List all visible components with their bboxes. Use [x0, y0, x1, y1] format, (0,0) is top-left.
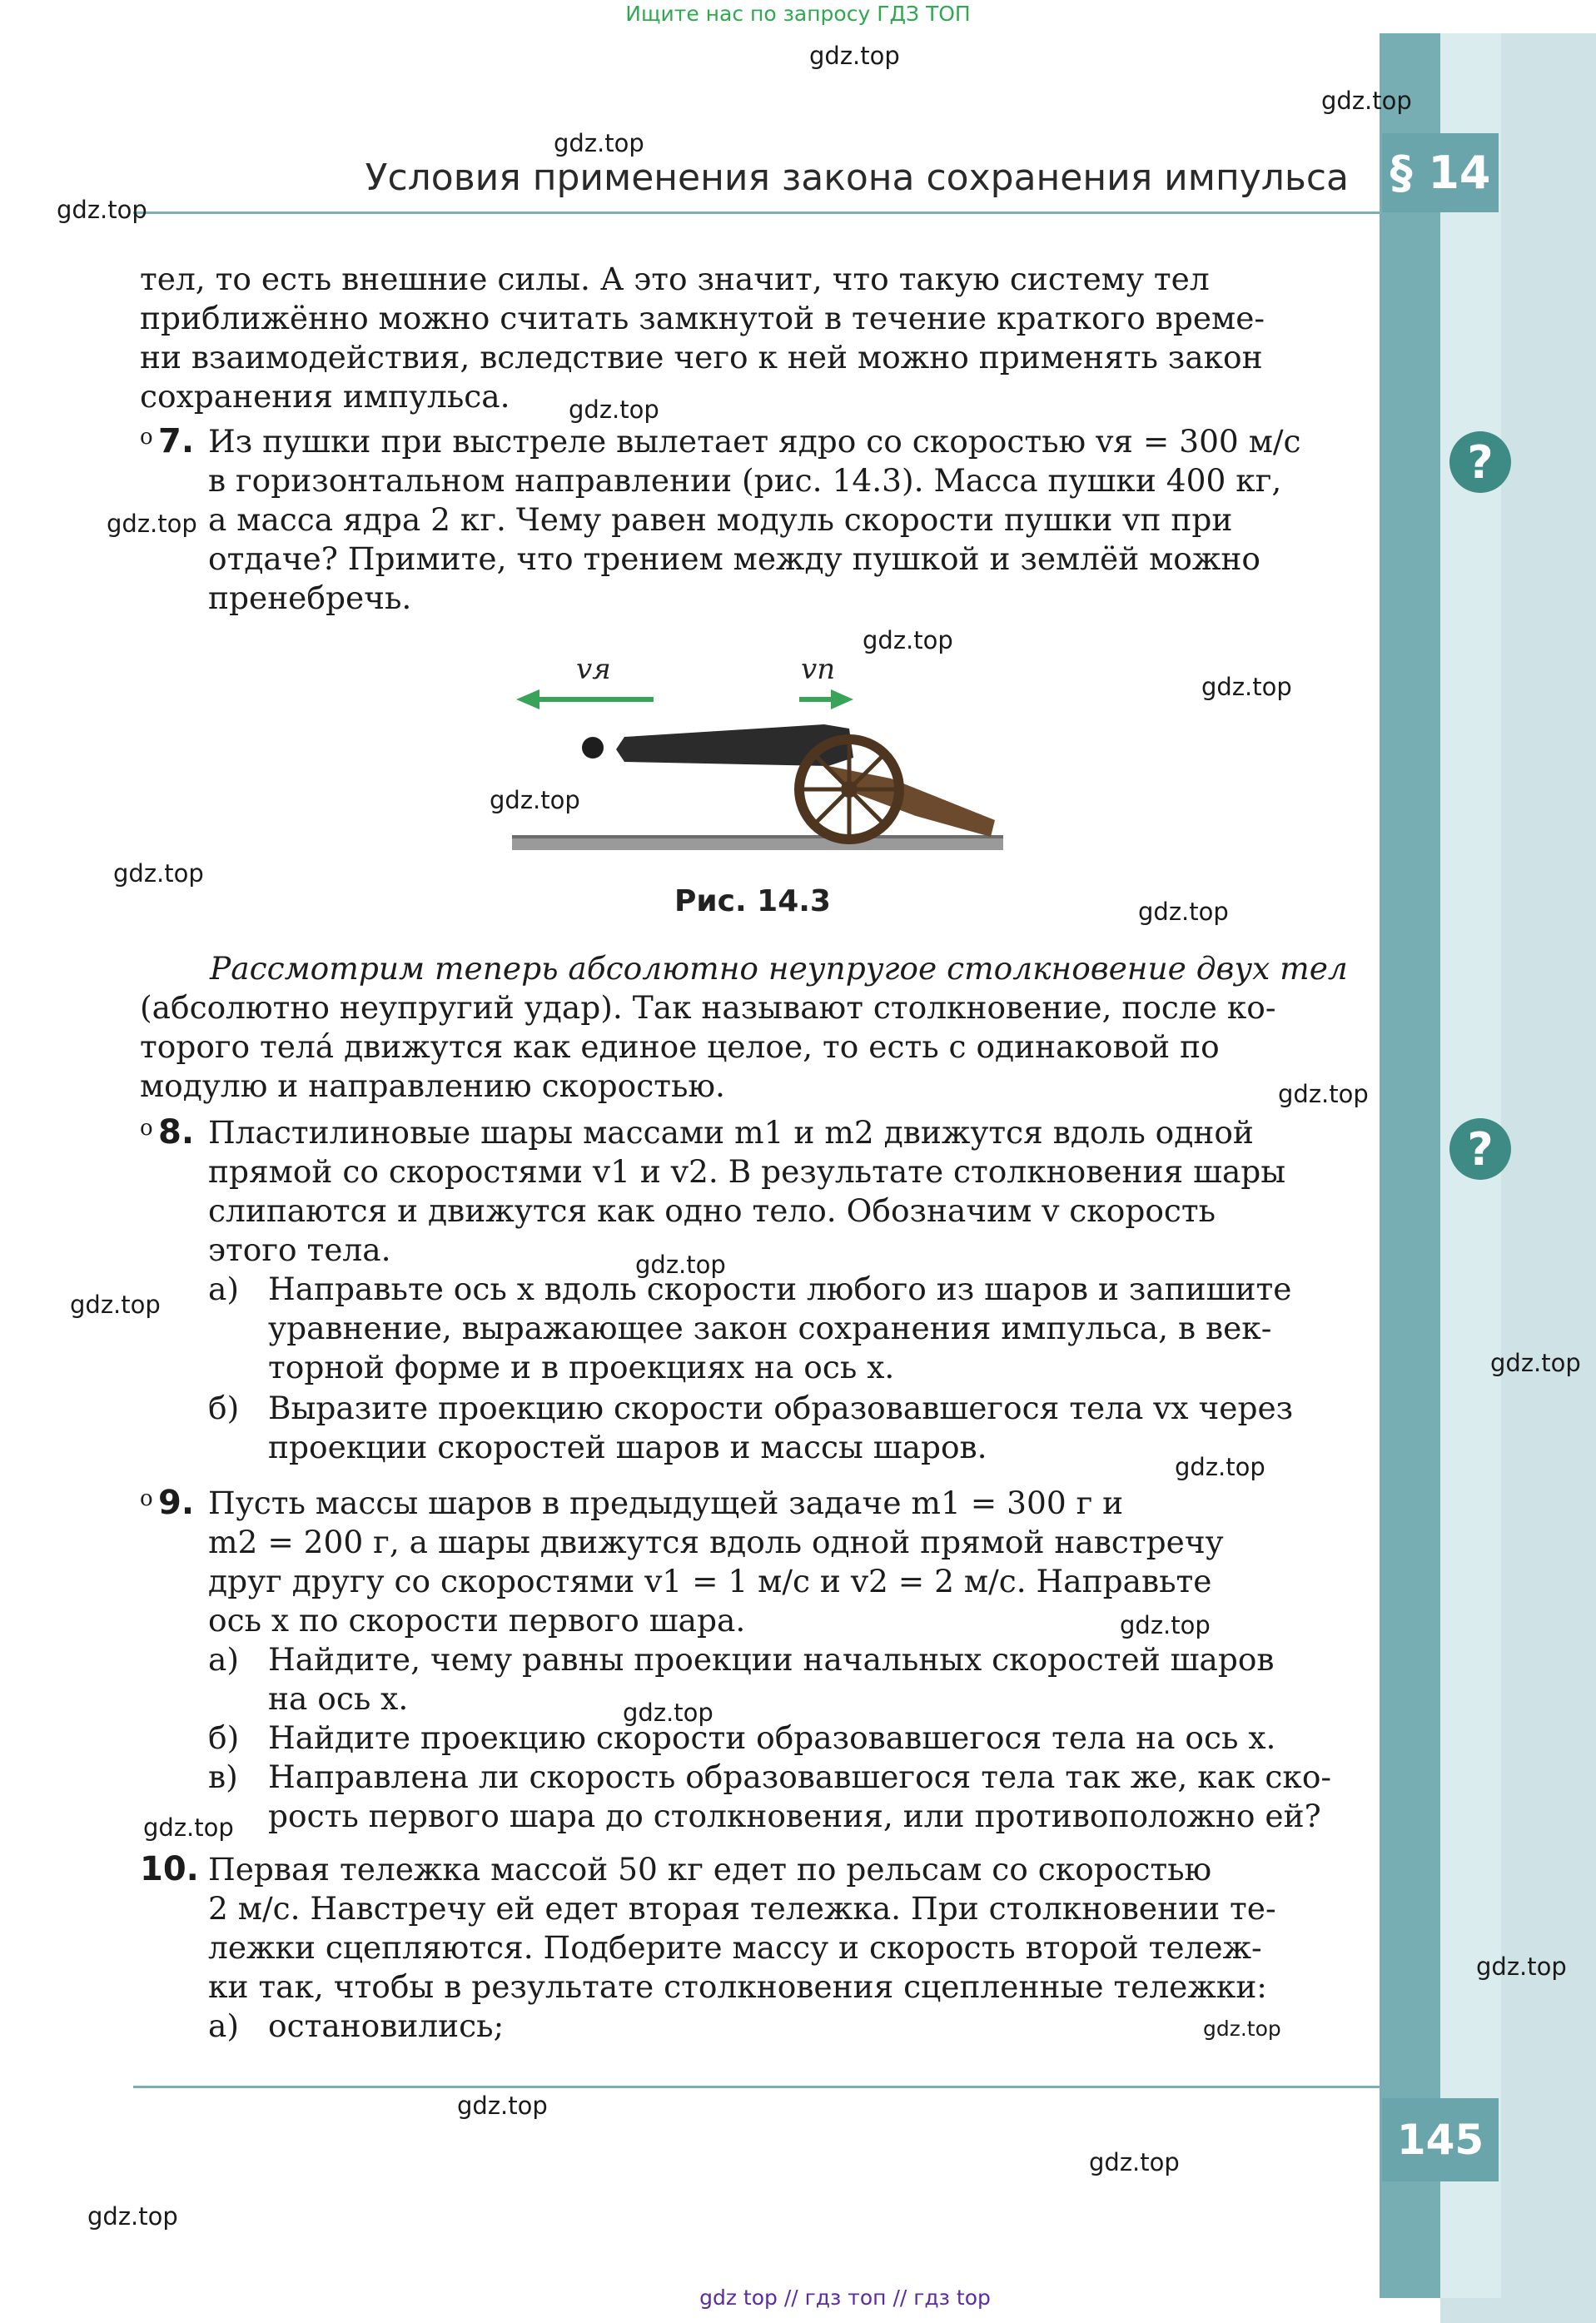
text-line: а масса ядра 2 кг. Чему равен модуль скорости пушки vп при	[208, 501, 1233, 538]
text-line: m2 = 200 г, а шары движутся вдоль одной прямой навстречу	[208, 1524, 1224, 1560]
item-letter: а)	[208, 2007, 239, 2044]
text-line: пренебречь.	[208, 580, 412, 616]
text-line: друг другу со скоростями v1 = 1 м/с и v2 = 2 м/с. Направьте	[208, 1563, 1212, 1599]
arrow-head	[516, 689, 539, 709]
arrow-head	[831, 689, 853, 709]
question-icon: ?	[1449, 1118, 1511, 1180]
watermark: gdz.top	[1120, 1611, 1211, 1639]
footer-divider	[133, 2086, 1382, 2088]
watermark: gdz.top	[1476, 1952, 1567, 1981]
label-cannon-velocity: vп	[801, 653, 836, 686]
watermark: gdz.top	[1138, 898, 1229, 926]
text-line: прямой со скоростями v1 и v2. В результате столкновения шары	[208, 1153, 1286, 1190]
watermark: gdz.top	[57, 196, 147, 224]
intro-paragraph	[140, 260, 1380, 416]
text-line: в горизонтальном направлении (рис. 14.3). Масса пушки 400 кг,	[208, 462, 1282, 499]
question-9a-text	[268, 1640, 1380, 1719]
watermark: gdz.top	[143, 1813, 234, 1842]
text-line: Пусть массы шаров в предыдущей задаче m1 = 300 г и	[208, 1485, 1124, 1521]
text-line: Направьте ось x вдоль скорости любого из шаров и запишите	[268, 1271, 1292, 1307]
watermark: gdz.top	[635, 1251, 726, 1279]
question-number: 7.	[158, 422, 195, 460]
watermark: gdz.top	[107, 510, 197, 538]
watermark: gdz.top	[554, 129, 644, 157]
watermark: gdz.top	[809, 42, 900, 70]
text-line: 2 м/с. Навстречу ей едет вторая тележка. При столкновении те-	[208, 1890, 1276, 1927]
question-marker: о	[140, 1116, 153, 1141]
text-line: этого тела.	[208, 1231, 391, 1268]
text-line: Выразите проекцию скорости образовавшегося тела vx через	[268, 1390, 1294, 1426]
item-letter: в)	[208, 1758, 238, 1795]
text-line: модулю и направлению скоростью.	[140, 1067, 725, 1104]
watermark: gdz.top	[1490, 1349, 1581, 1377]
question-marker: о	[140, 425, 153, 450]
question-number: 10.	[140, 1850, 199, 1888]
text-line: Первая тележка массой 50 кг едет по рельсам со скоростью	[208, 1851, 1212, 1888]
text-line: ни взаимодействия, вследствие чего к ней можно применять закон	[140, 339, 1263, 376]
text-line: слипаются и движутся как одно тело. Обозначим v скорость	[208, 1192, 1216, 1229]
watermark: gdz.top	[457, 2092, 548, 2120]
ground-edge	[512, 835, 1003, 838]
text-line: на ось x.	[268, 1680, 409, 1717]
question-9b-text	[268, 1719, 1380, 1758]
text-line: Из пушки при выстреле вылетает ядро со скоростью vя = 300 м/с	[208, 423, 1301, 460]
text-line: остановились;	[268, 2007, 505, 2044]
text-line: приближённо можно считать замкнутой в течение краткого време-	[140, 300, 1265, 336]
item-letter: а)	[208, 1271, 239, 1307]
question-10-text	[208, 1850, 1380, 2007]
text-line: проекции скоростей шаров и массы шаров.	[268, 1429, 987, 1465]
text-line: Найдите проекцию скорости образовавшегося тела на ось x.	[268, 1719, 1276, 1756]
inelastic-paragraph	[140, 949, 1380, 1106]
text-line: (абсолютно неупругий удар). Так называют столкновение, после ко-	[140, 989, 1276, 1026]
figure-caption: Рис. 14.3	[674, 884, 831, 918]
cannon-figure	[500, 641, 1016, 866]
watermark: gdz.top	[1201, 673, 1292, 701]
section-tab: § 14	[1382, 133, 1499, 212]
text-line: торной форме и в проекциях на ось x.	[268, 1349, 895, 1385]
text-line: сохранения импульса.	[140, 378, 510, 415]
question-8a-text	[268, 1270, 1380, 1387]
watermark: gdz.top	[1089, 2148, 1180, 2176]
text-line: тел, то есть внешние силы. А это значит, что такую систему тел	[140, 261, 1210, 297]
watermark: gdz.top	[490, 786, 580, 814]
cannonball	[582, 737, 604, 759]
text-line: Пластилиновые шары массами m1 и m2 движутся вдоль одной	[208, 1114, 1254, 1151]
text-line: Направлена ли скорость образовавшегося тела так же, как ско-	[268, 1758, 1332, 1795]
question-number: 8.	[158, 1113, 195, 1152]
watermark: gdz.top	[1321, 87, 1412, 115]
question-marker: о	[140, 1486, 153, 1511]
header-divider	[133, 211, 1382, 214]
text-line: торого тела́ движутся как единое целое, то есть с одинаковой по	[140, 1028, 1220, 1065]
text-line: лежки сцепляются. Подберите массу и скорость второй тележ-	[208, 1929, 1262, 1966]
text-line: Найдите, чему равны проекции начальных скоростей шаров	[268, 1641, 1275, 1678]
question-9c-text	[268, 1758, 1380, 1836]
bottom-banner[interactable]: gdz top // гдз топ // гдз top	[699, 2286, 991, 2310]
question-8-text	[208, 1113, 1380, 1270]
item-letter: б)	[208, 1390, 240, 1426]
watermark: gdz.top	[863, 626, 953, 654]
watermark: gdz.top	[1278, 1080, 1369, 1108]
text-line: ось x по скорости первого шара.	[208, 1602, 746, 1639]
watermark: gdz.top	[1175, 1453, 1265, 1481]
text-line: ки так, чтобы в результате столкновения сцепленные тележки:	[208, 1968, 1267, 2005]
watermark: gdz.top	[623, 1699, 713, 1727]
top-banner[interactable]: Ищите нас по запросу ГДЗ ТОП	[625, 2, 971, 26]
watermark: gdz.top	[113, 859, 204, 888]
page-number: 145	[1382, 2098, 1499, 2181]
text-line: рость первого шара до столкновения, или противоположно ей?	[268, 1798, 1321, 1834]
cannon-carriage	[828, 766, 995, 837]
watermark: gdz.top	[87, 2202, 178, 2231]
question-number: 9.	[158, 1484, 195, 1522]
page-header-title: Условия применения закона сохранения импульса	[365, 157, 1349, 199]
item-letter: б)	[208, 1719, 240, 1756]
watermark: gdz.top	[569, 395, 659, 424]
item-letter: а)	[208, 1641, 239, 1678]
question-7-text	[208, 422, 1380, 618]
text-line: отдаче? Примите, что трением между пушкой и землёй можно	[208, 540, 1260, 577]
label-ball-velocity: vя	[576, 653, 611, 686]
text-line: уравнение, выражающее закон сохранения импульса, в век-	[268, 1310, 1272, 1346]
watermark: gdz.top	[1203, 2017, 1281, 2041]
watermark: gdz.top	[70, 1291, 161, 1319]
text-line: Рассмотрим теперь абсолютно неупругое столкновение двух тел	[210, 950, 1348, 987]
question-icon: ?	[1449, 431, 1511, 493]
